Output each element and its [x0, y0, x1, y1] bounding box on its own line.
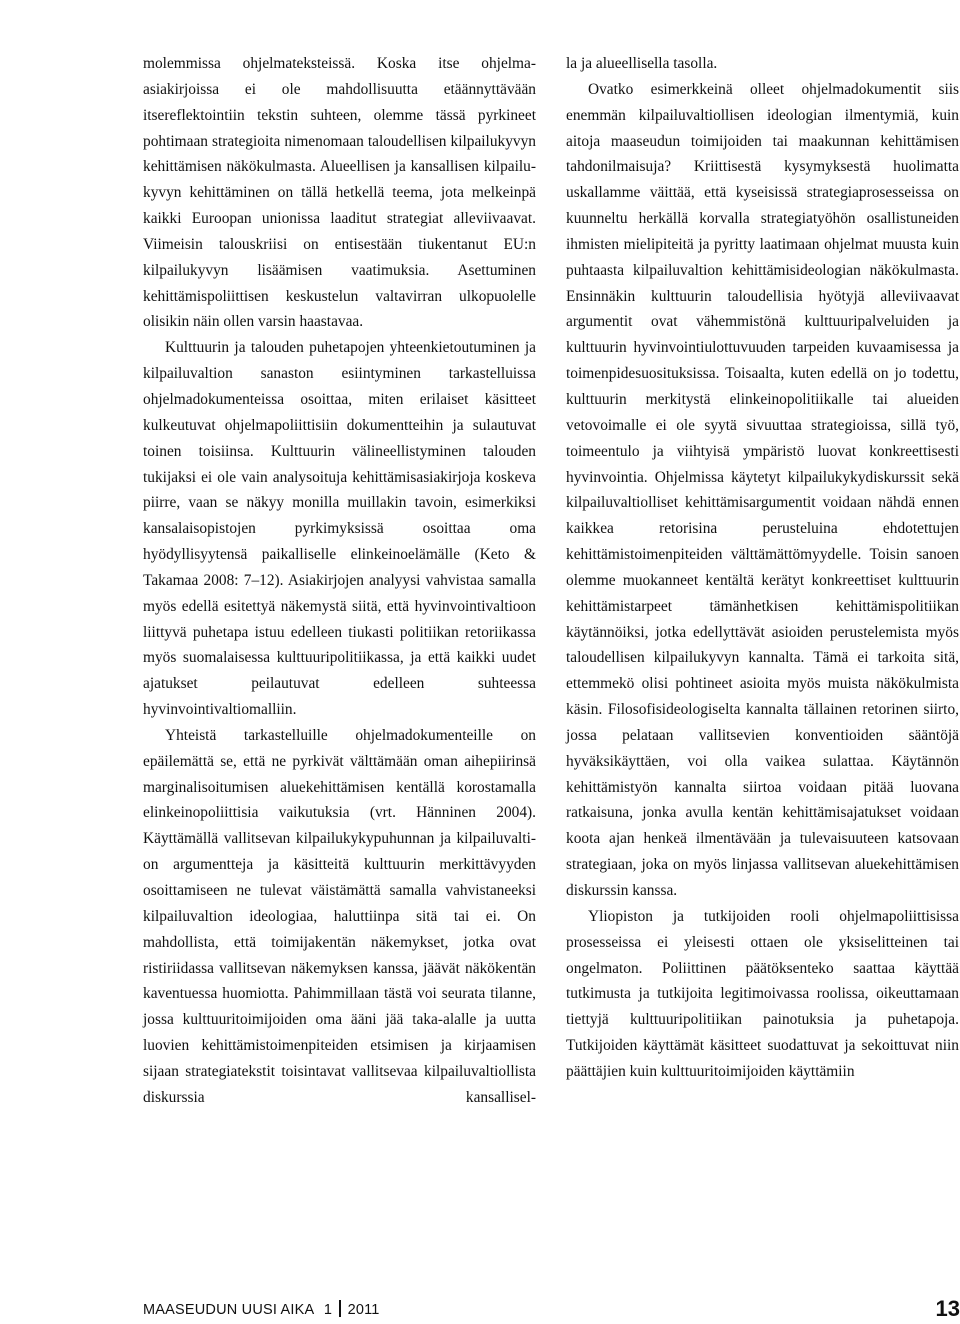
paragraph: Ovatko esimerkkeinä olleet ohjelmadokumentit siis enemmän kilpailuvaltiollisen ideologian ilmentymiä, kuin aitoja maaseudun toimijoiden tai maakunnan kehittämisen tahdonilmaisuja? Kriittisestä kysymyksestä huolimatta uskallamme väittää, että kyseisissä strategiaprosesseissa on kuunneltu herkällä korvalla strategiatyöhön osallistuneiden ihmisten mielipiteitä ja pyritty laatimaan ohjelmat muusta kuin puhtaasta kilpailuvaltion kehittämisideologian näkökulmasta. Ensinnäkin kulttuurin taloudellisia hyötyjä alleviivaavat argumentit ovat vähemmistönä kulttuuripalveluiden ja kulttuurin hyvinvointiulottuvuuden tarpeiden kuvaamisessa ja toimenpidesuosituksissa. Toisaalta, kuten edellä on jo todettu, kulttuurin merkitystä elinkeinopolitiikalle tai alueiden vetovoimalle ei ole syytä sivuuttaa strategioissa, sillä työ, toimeentulo ja viihtyisä ympäristö luovat konkreettisesti hyvinvointia. Ohjelmissa käytetyt kilpailukykydiskurssit sekä kilpailuvaltiolliset kehittämisargumentit voidaan nähdä ennen kaikkea retorisina perusteluina ehdotettujen kehittämistoimenpiteiden välttämättömyydelle. Toisin sanoen olemme muokanneet kentältä kerätyt konkreettiset kulttuurin kehittämistarpeet tämänhetkisen kehittämispolitiikan käytännöiksi, jotka edellyttävät asioiden perustelemista myös taloudellisen kilpailukyvyn kannalta. Tämä ei tarkoita sitä, ettemmekö olisi pohtineet asioita myös muista näkökulmista käsin. Filosofisideologiselta kannalta tällainen retorinen siirto, jossa pelataan vallitsevien konventioiden sääntöjä hyväksikäyttäen, voi olla vaikea sulattaa. Käytännön kehittämistyön kannalta siirtoa voidaan pitää luovana ratkaisuna, jonka avulla kentän kehittämisajatukset voidaan koota ajan henkeä ilmentävään ja tulevaisuuteen katsovaan strategiaan, joka on myös linjassa vallitsevan aluekehittämisen diskurssin kanssa. — [566, 80, 959, 899]
page-footer — [143, 1296, 960, 1324]
journal-title: MAASEUDUN UUSI AIKA — [143, 1302, 314, 1318]
divider — [339, 1300, 341, 1317]
issue-year: 2011 — [347, 1302, 380, 1318]
journal-info — [143, 1300, 380, 1318]
issue-number: 1 — [323, 1302, 333, 1318]
paragraph: la ja alueellisella tasolla. — [566, 55, 718, 72]
paragraph: molemmissa ohjelmateksteissä. Koska itse ohjelma-asiakirjoissa ei ole mahdollisuutta etäännyttävään itsereflektointiin tekstin suhteen, olemme tässä pyrkineet pohtimaan strategioita nimenomaan taloudellisen kilpailukyvyn kehittämisen näkökulmasta. Alueellisen ja kansallisen kilpailukyvyn kehittäminen on tällä hetkellä teema, jota melkeinpä kaikki Euroopan unionissa laaditut strategiat alleviivaavat. Viimeisin talouskriisi on entisestään tiukentanut EU:n kilpailukyvyn lisäämisen vaatimuksia. Asettuminen kehittämispoliittisen keskustelun valtavirran ulkopuolelle olisikin näin ollen varsin haastavaa. — [143, 55, 536, 331]
left-text-column — [143, 51, 536, 1111]
paragraph: Yliopiston ja tutkijoiden rooli ohjelmapoliittisissa prosesseissa ei yleisesti ottaen ole yksiselitteinen tai ongelmaton. Poliittinen päätöksenteko saattaa käyttää tutkimusta ja tutkijoita legitimoivassa roolissa, oikeuttamaan tiettyjä kulttuuripolitiikan painotuksia ja puhetapoja. Tutkijoiden käyttämät käsitteet suodattuvat ja sekoittuvat niin päättäjien kuin kulttuuritoimijoiden käyttämiin — [566, 907, 959, 1080]
paragraph: Yhteistä tarkastelluille ohjelmadokumenteille on epäilemättä se, että ne pyrkivät välttämään oman aihepiirinsä marginalisoitumisen aluekehittämisen kentällä korostamalla elinkeinopoliittisia vaikutuksia (vrt. Hänninen 2004). Käyttämällä vallitsevan kilpailukykypuhunnan ja kilpailuvaltion argumentteja ja käsitteitä kulttuurin merkittävyyden osoittamiseen ne tulevat väistämättä samalla vahvistaneeksi kilpailuvaltion ideologiaa, haluttiinpa sitä tai ei. On mahdollista, että toimijakentän näkemykset, jotka ovat ristiriidassa vallitsevan näkemyksen kanssa, jäävät näkökentän kaventuessa huomiotta. Pahimmillaan tästä voi seurata tilanne, jossa kulttuuritoimijoiden oma ääni jää taka-alalle ja uutta luovien kehittämistoimenpiteiden etsimisen ja kirjaamisen sijaan strategiatekstit toisintavat vallitsevaa kilpailuvaltiollista diskurssia kansallisel- — [143, 726, 536, 1106]
paragraph: Kulttuurin ja talouden puhetapojen yhteenkietoutuminen ja kilpailuvaltion sanaston esiintyminen tarkastelluissa ohjelmadokumenteissa osoittaa, miten erilaiset käsitteet kulkeutuvat ohjelmapoliittisiin dokumentteihin ja sulautuvat toinen toisiinsa. Kulttuurin välineellistyminen talouden tukijaksi ei ole vain analysoituja kehittämisasiakirjoja koskeva piirre, vaan se näkyy monilla muillakin tavoin, esimerkiksi kansalaisopistojen pyrkimyksissä osoittaa oma hyödyllisyytensä paikalliselle elinkeinoelämälle (Keto & Takamaa 2008: 7–12). Asiakirjojen analyysi vahvistaa samalla myös edellä esitettyä näkemystä siitä, että hyvinvointivaltioon liittyvä puhetapa istuu edelleen tiukasti politiikan retoriikassa myös suomalaisessa kulttuuripolitiikassa, ja että kaikki uudet ajatukset peilautuvat edelleen suhteessa hyvinvointivaltiomalliin. — [143, 339, 536, 719]
right-text-column — [566, 51, 959, 1085]
page-number: 13 — [935, 1296, 960, 1321]
